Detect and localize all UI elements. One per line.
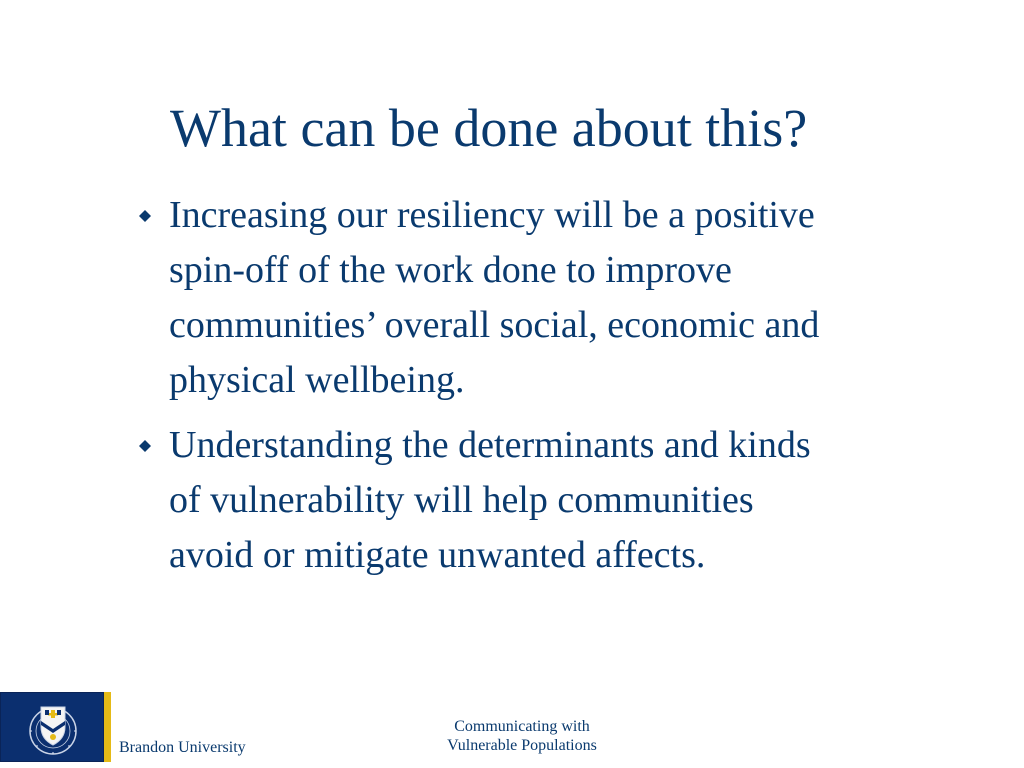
caption-line: Communicating with — [454, 718, 590, 735]
slide-footer — [0, 692, 1024, 768]
bullet-text — [169, 188, 969, 408]
presentation-caption — [420, 717, 624, 755]
diamond-bullet-icon — [139, 210, 151, 222]
caption-line: Vulnerable Populations — [447, 737, 597, 754]
slide-title: What can be done about this? — [170, 98, 808, 158]
bullet-line: of vulnerability will help communities — [169, 479, 754, 521]
bullet-line: Understanding the determinants and kinds — [169, 424, 811, 466]
bullet-line: physical wellbeing. — [169, 359, 465, 401]
bullet-line: Increasing our resiliency will be a positive — [169, 194, 815, 236]
bullet-line: spin-off of the work done to improve — [169, 249, 732, 291]
organization-name: Brandon University — [119, 739, 246, 756]
university-logo — [0, 692, 104, 762]
gold-accent-bar — [104, 692, 111, 762]
university-crest-icon — [1, 693, 105, 763]
bullet-line: communities’ overall social, economic and — [169, 304, 820, 346]
bullet-text — [169, 418, 969, 583]
diamond-bullet-icon — [139, 440, 151, 452]
bullet-line: avoid or mitigate unwanted affects. — [169, 534, 706, 576]
